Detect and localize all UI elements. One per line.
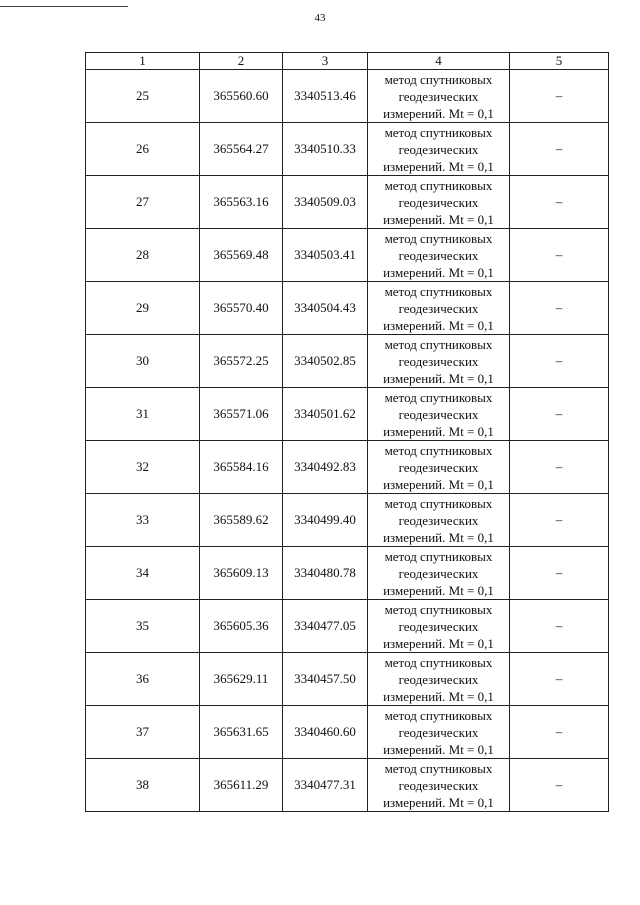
x-coordinate-cell: 365570.40 xyxy=(200,282,283,335)
x-coordinate-cell: 365572.25 xyxy=(200,335,283,388)
y-coordinate-cell: 3340492.83 xyxy=(283,441,368,494)
table-row xyxy=(86,441,609,494)
method-line: измерений. Mt = 0,1 xyxy=(383,529,494,545)
method-cell xyxy=(368,282,510,335)
corner-rule xyxy=(0,6,128,7)
x-coordinate-cell: 365589.62 xyxy=(200,494,283,547)
point-number-cell: 29 xyxy=(86,282,200,335)
method-line: метод спутниковых xyxy=(384,601,493,617)
note-cell: – xyxy=(510,653,609,706)
point-number-cell: 34 xyxy=(86,547,200,600)
table-body xyxy=(86,70,609,812)
method-line: метод спутниковых xyxy=(384,495,493,511)
method-line: метод спутниковых xyxy=(384,760,493,776)
table-row xyxy=(86,229,609,282)
method-cell xyxy=(368,123,510,176)
table-row xyxy=(86,653,609,706)
point-number-cell: 33 xyxy=(86,494,200,547)
method-line: измерений. Mt = 0,1 xyxy=(383,794,494,810)
method-line: метод спутниковых xyxy=(384,336,493,352)
point-number-cell: 37 xyxy=(86,706,200,759)
note-cell: – xyxy=(510,388,609,441)
method-line: геодезических xyxy=(398,300,479,316)
table-row xyxy=(86,547,609,600)
method-line: геодезических xyxy=(398,777,479,793)
method-cell xyxy=(368,759,510,812)
x-coordinate-cell: 365571.06 xyxy=(200,388,283,441)
x-coordinate-cell: 365631.65 xyxy=(200,706,283,759)
method-cell xyxy=(368,388,510,441)
method-cell xyxy=(368,176,510,229)
table-row xyxy=(86,70,609,123)
point-number-cell: 31 xyxy=(86,388,200,441)
y-coordinate-cell: 3340457.50 xyxy=(283,653,368,706)
note-cell: – xyxy=(510,229,609,282)
table-row xyxy=(86,123,609,176)
x-coordinate-cell: 365569.48 xyxy=(200,229,283,282)
x-coordinate-cell: 365605.36 xyxy=(200,600,283,653)
method-cell xyxy=(368,706,510,759)
table-row xyxy=(86,494,609,547)
method-line: геодезических xyxy=(398,512,479,528)
method-line: метод спутниковых xyxy=(384,124,493,140)
y-coordinate-cell: 3340477.05 xyxy=(283,600,368,653)
method-line: геодезических xyxy=(398,88,479,104)
column-header: 5 xyxy=(510,53,609,70)
method-line: метод спутниковых xyxy=(384,707,493,723)
x-coordinate-cell: 365629.11 xyxy=(200,653,283,706)
note-cell: – xyxy=(510,600,609,653)
table-row xyxy=(86,600,609,653)
point-number-cell: 35 xyxy=(86,600,200,653)
point-number-cell: 28 xyxy=(86,229,200,282)
method-line: метод спутниковых xyxy=(384,389,493,405)
method-cell xyxy=(368,441,510,494)
x-coordinate-cell: 365609.13 xyxy=(200,547,283,600)
method-line: геодезических xyxy=(398,194,479,210)
x-coordinate-cell: 365611.29 xyxy=(200,759,283,812)
note-cell: – xyxy=(510,706,609,759)
method-line: геодезических xyxy=(398,565,479,581)
method-line: измерений. Mt = 0,1 xyxy=(383,211,494,227)
method-line: метод спутниковых xyxy=(384,548,493,564)
method-cell xyxy=(368,600,510,653)
y-coordinate-cell: 3340502.85 xyxy=(283,335,368,388)
column-header: 2 xyxy=(200,53,283,70)
note-cell: – xyxy=(510,123,609,176)
table-row xyxy=(86,335,609,388)
note-cell: – xyxy=(510,547,609,600)
x-coordinate-cell: 365563.16 xyxy=(200,176,283,229)
note-cell: – xyxy=(510,335,609,388)
method-cell xyxy=(368,653,510,706)
method-cell xyxy=(368,335,510,388)
method-line: геодезических xyxy=(398,353,479,369)
method-line: измерений. Mt = 0,1 xyxy=(383,105,494,121)
method-line: измерений. Mt = 0,1 xyxy=(383,582,494,598)
table-row xyxy=(86,388,609,441)
method-line: метод спутниковых xyxy=(384,654,493,670)
y-coordinate-cell: 3340513.46 xyxy=(283,70,368,123)
table-row xyxy=(86,282,609,335)
method-line: метод спутниковых xyxy=(384,283,493,299)
header-row xyxy=(86,53,609,70)
method-line: геодезических xyxy=(398,406,479,422)
y-coordinate-cell: 3340504.43 xyxy=(283,282,368,335)
point-number-cell: 38 xyxy=(86,759,200,812)
method-line: геодезических xyxy=(398,724,479,740)
note-cell: – xyxy=(510,282,609,335)
method-line: измерений. Mt = 0,1 xyxy=(383,423,494,439)
method-line: измерений. Mt = 0,1 xyxy=(383,317,494,333)
y-coordinate-cell: 3340499.40 xyxy=(283,494,368,547)
method-cell xyxy=(368,229,510,282)
method-line: измерений. Mt = 0,1 xyxy=(383,688,494,704)
method-line: метод спутниковых xyxy=(384,71,493,87)
method-cell xyxy=(368,547,510,600)
method-line: геодезических xyxy=(398,671,479,687)
table-row xyxy=(86,759,609,812)
y-coordinate-cell: 3340477.31 xyxy=(283,759,368,812)
method-line: метод спутниковых xyxy=(384,177,493,193)
y-coordinate-cell: 3340510.33 xyxy=(283,123,368,176)
method-line: геодезических xyxy=(398,618,479,634)
method-line: геодезических xyxy=(398,141,479,157)
method-line: метод спутниковых xyxy=(384,442,493,458)
table-row xyxy=(86,176,609,229)
table-row xyxy=(86,706,609,759)
page-number: 43 xyxy=(314,12,326,24)
method-line: геодезических xyxy=(398,459,479,475)
column-header: 1 xyxy=(86,53,200,70)
point-number-cell: 32 xyxy=(86,441,200,494)
point-number-cell: 27 xyxy=(86,176,200,229)
note-cell: – xyxy=(510,759,609,812)
method-line: измерений. Mt = 0,1 xyxy=(383,370,494,386)
point-number-cell: 36 xyxy=(86,653,200,706)
point-number-cell: 30 xyxy=(86,335,200,388)
method-line: измерений. Mt = 0,1 xyxy=(383,741,494,757)
method-line: измерений. Mt = 0,1 xyxy=(383,635,494,651)
column-header: 4 xyxy=(368,53,510,70)
note-cell: – xyxy=(510,441,609,494)
method-line: геодезических xyxy=(398,247,479,263)
method-line: измерений. Mt = 0,1 xyxy=(383,476,494,492)
x-coordinate-cell: 365584.16 xyxy=(200,441,283,494)
y-coordinate-cell: 3340480.78 xyxy=(283,547,368,600)
x-coordinate-cell: 365564.27 xyxy=(200,123,283,176)
method-line: измерений. Mt = 0,1 xyxy=(383,264,494,280)
method-line: метод спутниковых xyxy=(384,230,493,246)
point-number-cell: 26 xyxy=(86,123,200,176)
method-line: измерений. Mt = 0,1 xyxy=(383,158,494,174)
y-coordinate-cell: 3340501.62 xyxy=(283,388,368,441)
note-cell: – xyxy=(510,70,609,123)
y-coordinate-cell: 3340503.41 xyxy=(283,229,368,282)
y-coordinate-cell: 3340509.03 xyxy=(283,176,368,229)
x-coordinate-cell: 365560.60 xyxy=(200,70,283,123)
note-cell: – xyxy=(510,494,609,547)
method-cell xyxy=(368,494,510,547)
note-cell: – xyxy=(510,176,609,229)
point-number-cell: 25 xyxy=(86,70,200,123)
coordinates-table xyxy=(85,52,609,812)
y-coordinate-cell: 3340460.60 xyxy=(283,706,368,759)
method-cell xyxy=(368,70,510,123)
column-header: 3 xyxy=(283,53,368,70)
